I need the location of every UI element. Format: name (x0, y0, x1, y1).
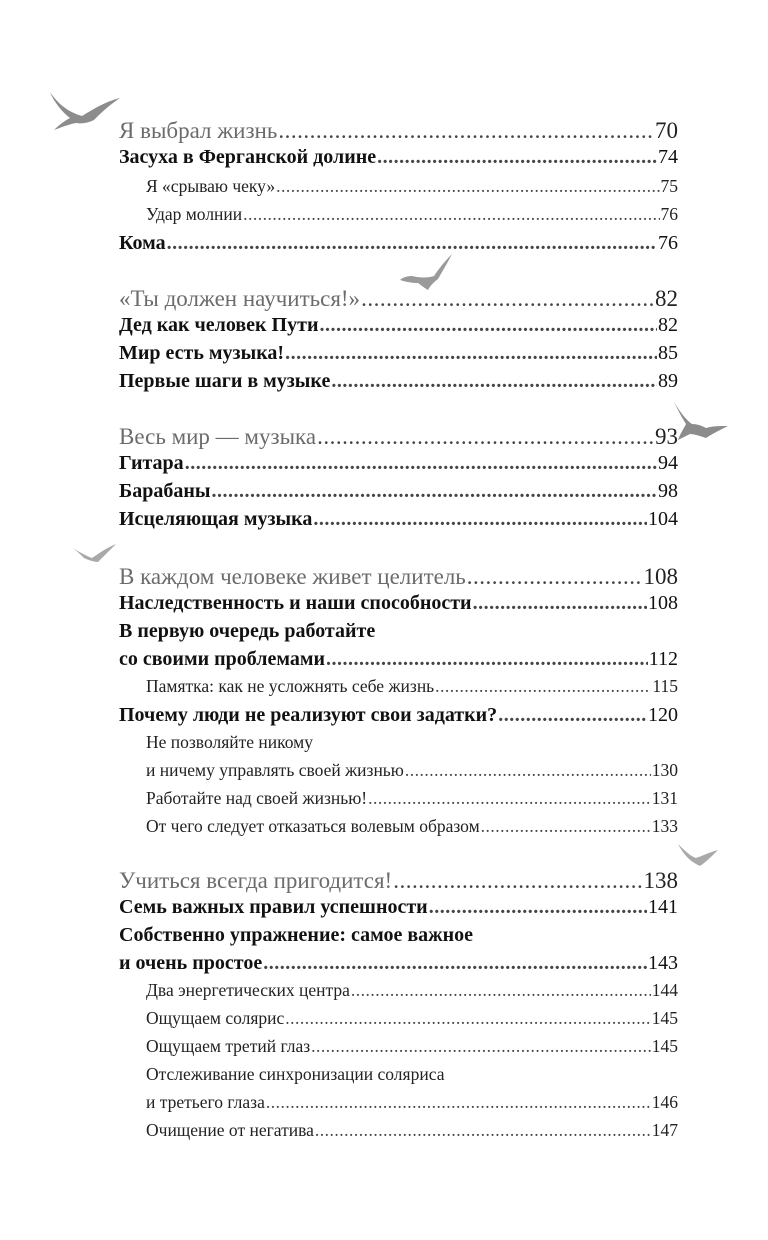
toc-entry-page: 74 (658, 146, 678, 168)
toc-entry-title: Ощущаем третий глаз (146, 1036, 311, 1056)
toc-entry-title: Гитара (119, 452, 184, 474)
toc-entry-page: 89 (658, 370, 678, 392)
toc-entry-title: Два энергетических центра (146, 980, 350, 1000)
toc-entry-page: 76 (660, 204, 678, 224)
bird-icon (48, 90, 124, 134)
toc-entry (119, 342, 678, 365)
toc-entry (146, 176, 678, 197)
dot-leader (429, 896, 647, 919)
dot-leader (211, 480, 657, 503)
toc-entry-title: Наследственность и наши способности (119, 592, 472, 614)
dot-leader (467, 564, 643, 590)
dot-leader (266, 1092, 651, 1113)
toc-entry (119, 896, 678, 919)
toc-entry (146, 676, 678, 697)
toc-entry (119, 648, 678, 671)
toc-entry-page: 133 (651, 816, 678, 836)
toc-entry (119, 424, 678, 450)
toc-entry-title: От чего следует отказаться волевым образом (146, 816, 480, 836)
dot-leader (185, 452, 657, 475)
toc-entry-page: 93 (655, 424, 678, 449)
toc-entry-title: Учиться всегда пригодится! (119, 868, 393, 893)
toc-entry (119, 564, 678, 590)
toc-entry (119, 952, 678, 975)
toc-entry-title: Собственно упражнение: самое важное (119, 924, 474, 946)
toc-entry (146, 1064, 444, 1085)
toc-entry-title: Кома (119, 232, 166, 254)
toc-entry-title: Дед как человек Пути (119, 314, 319, 336)
toc-entry (146, 1036, 678, 1057)
toc-entry-title: и очень простое (119, 952, 263, 974)
toc-entry-page: 120 (648, 704, 678, 726)
toc-entry-page: 75 (660, 176, 678, 196)
toc-entry-title: Мир есть музыка! (119, 342, 285, 364)
toc-entry (119, 480, 678, 503)
dot-leader (278, 118, 654, 144)
toc-entry-page: 82 (655, 286, 678, 311)
dot-leader (313, 508, 647, 531)
toc-entry (146, 1092, 678, 1113)
toc-entry (119, 704, 678, 727)
toc-entry-title: Исцеляющая музыка (119, 508, 313, 530)
dot-leader (481, 816, 651, 837)
toc-entry-title: Работайте над своей жизнью! (146, 788, 368, 808)
toc-entry (119, 620, 375, 643)
toc-entry (119, 868, 678, 894)
toc-entry-page: 115 (652, 676, 678, 696)
toc-entry-title: и третьего глаза (146, 1092, 265, 1112)
toc-entry-page: 94 (658, 452, 678, 474)
toc-entry (146, 732, 313, 753)
toc-entry (146, 816, 678, 837)
toc-entry-title: Ощущаем солярис (146, 1008, 285, 1028)
toc-entry (119, 118, 678, 144)
toc-entry (119, 452, 678, 475)
toc-entry-page: 146 (651, 1092, 678, 1112)
toc-entry (146, 788, 678, 809)
toc-entry-page: 147 (651, 1120, 678, 1140)
dot-leader (243, 204, 659, 225)
toc-entry-title: Я выбрал жизнь (119, 118, 278, 143)
toc-entry (146, 1008, 678, 1029)
toc-entry-page: 138 (643, 868, 678, 893)
toc-entry-page: 98 (658, 480, 678, 502)
toc-entry (119, 592, 678, 615)
toc-entry-page: 108 (643, 564, 678, 589)
toc-entry-title: Удар молнии (146, 204, 243, 224)
toc-entry-title: Очищение от негатива (146, 1120, 314, 1140)
toc-entry-page: 104 (648, 508, 678, 530)
toc-entry-title: Памятка: как не усложнять себе жизнь (146, 676, 435, 696)
toc-entry (146, 980, 678, 1001)
dot-leader (315, 1120, 651, 1141)
toc-entry (119, 146, 678, 169)
toc-entry (119, 370, 678, 393)
toc-entry-title: Я «срываю чеку» (146, 176, 276, 196)
bird-icon (672, 400, 730, 442)
toc-entry-page: 82 (658, 314, 678, 336)
toc-entry (146, 204, 678, 225)
toc-entry-title: со своими проблемами (119, 648, 325, 670)
dot-leader (311, 1036, 651, 1057)
toc-entry-page: 112 (648, 648, 678, 670)
toc-entry-title: Засуха в Ферганской долине (119, 146, 377, 168)
dot-leader (317, 424, 654, 450)
dot-leader (473, 592, 647, 615)
dot-leader (368, 788, 651, 809)
dot-leader (331, 370, 657, 393)
bird-icon (676, 842, 720, 870)
toc-entry-page: 143 (648, 952, 678, 974)
toc-entry-title: «Ты должен научиться!» (119, 286, 361, 311)
toc-entry-title: Отслеживание синхронизации соляриса (146, 1064, 445, 1084)
toc-entry-title: В первую очередь работайте (119, 620, 376, 642)
toc-entry-title: Весь мир — музыка (119, 424, 317, 449)
toc-entry-title: Первые шаги в музыке (119, 370, 331, 392)
toc-entry-page: 145 (651, 1036, 678, 1056)
toc-entry-title: и ничему управлять своей жизнью (146, 760, 404, 780)
toc-entry-page: 108 (648, 592, 678, 614)
toc-entry-page: 76 (658, 232, 678, 254)
toc-entry-page: 144 (651, 980, 678, 1000)
dot-leader (377, 146, 657, 169)
dot-leader (263, 952, 647, 975)
dot-leader (276, 176, 659, 197)
dot-leader (405, 760, 651, 781)
toc-entry (119, 508, 678, 531)
dot-leader (285, 1008, 650, 1029)
bird-icon (70, 542, 118, 566)
toc-entry-title: Почему люди не реализуют свои задатки? (119, 704, 498, 726)
toc-entry-title: Барабаны (119, 480, 211, 502)
dot-leader (393, 868, 642, 894)
dot-leader (319, 314, 657, 337)
toc-entry-page: 130 (651, 760, 678, 780)
toc-entry-title: Семь важных правил успешности (119, 896, 428, 918)
bird-icon (398, 252, 456, 292)
dot-leader (285, 342, 657, 365)
toc-entry-page: 141 (648, 896, 678, 918)
toc-entry-page: 145 (651, 1008, 678, 1028)
dot-leader (498, 704, 647, 727)
dot-leader (435, 676, 651, 697)
toc-entry (146, 1120, 678, 1141)
toc-entry (146, 760, 678, 781)
dot-leader (326, 648, 648, 671)
toc-entry-title: Не позволяйте никому (146, 732, 313, 752)
toc-entry (119, 924, 473, 947)
toc-entry (119, 314, 678, 337)
toc-entry-page: 85 (658, 342, 678, 364)
toc-entry-page: 70 (655, 118, 678, 143)
dot-leader (351, 980, 651, 1001)
toc-entry-title: В каждом человеке живет целитель (119, 564, 466, 589)
toc-entry-page: 131 (651, 788, 678, 808)
